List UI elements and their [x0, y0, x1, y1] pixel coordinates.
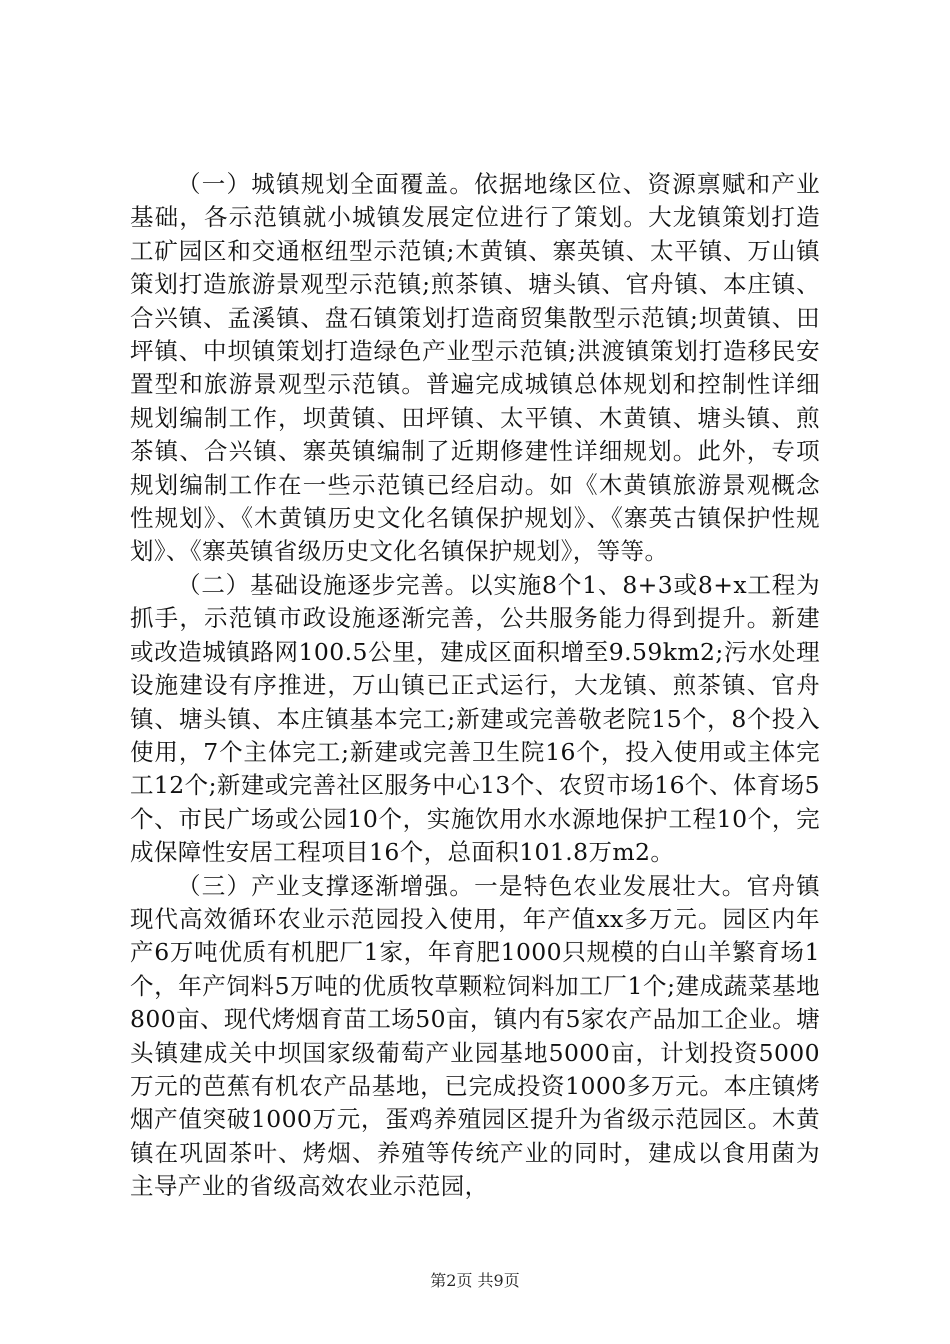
document-body [130, 168, 820, 1204]
paragraph-industry-support: （三）产业支撑逐渐增强。一是特色农业发展壮大。官舟镇现代高效循环农业示范园投入使用，年产值xx多万元。园区内年产6万吨优质有机肥厂1家，年育肥1000只规模的白山羊繁育场1个，年产饲料5万吨的优质牧草颗粒饲料加工厂1个;建成蔬菜基地800亩、现代烤烟育苗工场50亩，镇内有5家农产品加工企业。塘头镇建成关中坝国家级葡萄产业园基地5000亩，计划投资5000万元的芭蕉有机农产品基地，已完成投资1000多万元。本庄镇烤烟产值突破1000万元，蛋鸡养殖园区提升为省级示范园区。木黄镇在巩固茶叶、烤烟、养殖等传统产业的同时，建成以食用菌为主导产业的省级高效农业示范园， [130, 871, 820, 1201]
page-number-footer: 第2页 共9页 [430, 1271, 520, 1290]
paragraph-urban-planning: （一）城镇规划全面覆盖。依据地缘区位、资源禀赋和产业基础，各示范镇就小城镇发展定位进行了策划。大龙镇策划打造工矿园区和交通枢纽型示范镇;木黄镇、寨英镇、太平镇、万山镇策划打造旅游景观型示范镇;煎茶镇、塘头镇、官舟镇、本庄镇、合兴镇、孟溪镇、盘石镇策划打造商贸集散型示范镇;坝黄镇、田坪镇、中坝镇策划打造绿色产业型示范镇;洪渡镇策划打造移民安置型和旅游景观型示范镇。普遍完成城镇总体规划和控制性详细规划编制工作，坝黄镇、田坪镇、太平镇、木黄镇、塘头镇、煎茶镇、合兴镇、寨英镇编制了近期修建性详细规划。此外，专项规划编制工作在一些示范镇已经启动。如《木黄镇旅游景观概念性规划》、《木黄镇历史文化名镇保护规划》、《寨英古镇保护性规划》、《寨英镇省级历史文化名镇保护规划》，等等。 [130, 170, 820, 566]
paragraph-infrastructure: （二）基础设施逐步完善。以实施8个1、8+3或8+x工程为抓手，示范镇市政设施逐渐完善，公共服务能力得到提升。新建或改造城镇路网100.5公里，建成区面积增至9.59km2;污水处理设施建设有序推进，万山镇已正式运行，大龙镇、煎茶镇、官舟镇、塘头镇、本庄镇基本完工;新建或完善敬老院15个，8个投入使用，7个主体完工;新建或完善卫生院16个，投入使用或主体完工12个;新建或完善社区服务中心13个、农贸市场16个、体育场5个、市民广场或公园10个，实施饮用水水源地保护工程10个，完成保障性安居工程项目16个，总面积101.8万m2。 [130, 570, 820, 867]
